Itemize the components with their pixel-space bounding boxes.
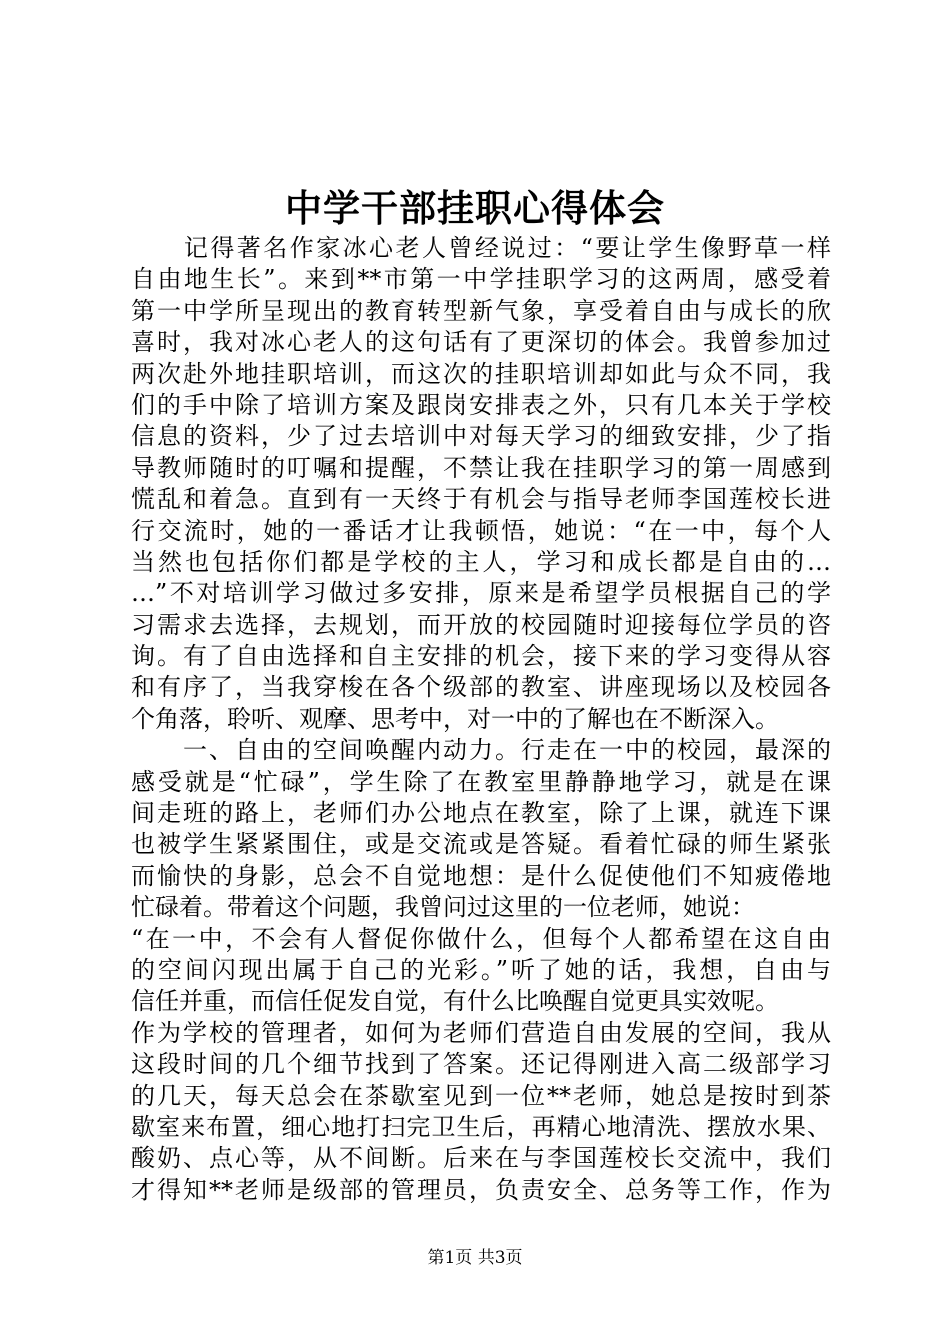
body-line: 两次赴外地挂职培训，而这次的挂职培训却如此与众不同，我 xyxy=(131,359,831,388)
body-line: 的几天，每天总会在茶歇室见到一位**老师，她总是按时到茶 xyxy=(131,1081,831,1110)
body-line: 而愉快的身影，总会不自觉地想：是什么促使他们不知疲倦地 xyxy=(131,861,831,890)
body-line: 酸奶、点心等，从不间断。后来在与李国莲校长交流中，我们 xyxy=(131,1144,831,1173)
body-line: 慌乱和着急。直到有一天终于有机会与指导老师李国莲校长进 xyxy=(131,485,831,514)
body-line: 个角落，聆听、观摩、思考中，对一中的了解也在不断深入。 xyxy=(131,704,779,733)
body-line: 信息的资料，少了过去培训中对每天学习的细致安排，少了指 xyxy=(131,422,831,451)
body-line: 信任并重，而信任促发自觉，有什么比唤醒自觉更具实效呢。 xyxy=(131,987,779,1016)
body-line: 习需求去选择，去规划，而开放的校园随时迎接每位学员的咨 xyxy=(131,610,831,639)
body-line: “在一中，不会有人督促你做什么，但每个人都希望在这自由 xyxy=(131,924,831,953)
body-line: 行交流时，她的一番话才让我顿悟，她说：“在一中，每个人 xyxy=(131,516,831,545)
body-line: 当然也包括你们都是学校的主人，学习和成长都是自由的… xyxy=(131,547,831,576)
body-line: 忙碌着。带着这个问题，我曾问过这里的一位老师，她说： xyxy=(131,893,755,922)
body-line: 喜时，我对冰心老人的这句话有了更深切的体会。我曾参加过 xyxy=(131,328,831,357)
page-footer: 第1页 共3页 xyxy=(427,1248,523,1268)
body-line: 们的手中除了培训方案及跟岗安排表之外，只有几本关于学校 xyxy=(131,390,831,419)
body-line: 的空间闪现出属于自己的光彩。”听了她的话，我想，自由与 xyxy=(131,955,831,984)
body-line: 第一中学所呈现出的教育转型新气象，享受着自由与成长的欣 xyxy=(131,296,831,325)
document-body xyxy=(131,233,831,1206)
body-line: 歇室来布置，细心地打扫完卫生后，再精心地清洗、摆放水果、 xyxy=(131,1112,831,1141)
body-line: 这段时间的几个细节找到了答案。还记得刚进入高二级部学习 xyxy=(131,1050,831,1079)
body-line: 间走班的路上，老师们办公地点在教室，除了上课，就连下课 xyxy=(131,799,831,828)
body-line: 记得著名作家冰心老人曾经说过：“要让学生像野草一样 xyxy=(131,234,831,262)
body-line: 询。有了自由选择和自主安排的机会，接下来的学习变得从容 xyxy=(131,642,831,671)
body-line: 和有序了，当我穿梭在各个级部的教室、讲座现场以及校园各 xyxy=(131,673,831,702)
body-line: …”不对培训学习做过多安排，原来是希望学员根据自己的学 xyxy=(131,579,831,608)
body-line: 感受就是“忙碌”，学生除了在教室里静静地学习，就是在课 xyxy=(131,767,831,796)
body-line: 一、自由的空间唤醒内动力。行走在一中的校园，最深的 xyxy=(131,736,831,765)
body-line: 才得知**老师是级部的管理员，负责安全、总务等工作，作为 xyxy=(131,1175,831,1204)
body-line: 作为学校的管理者，如何为老师们营造自由发展的空间，我从 xyxy=(131,1018,831,1047)
document-title: 中学干部挂职心得体会 xyxy=(285,186,665,230)
body-line: 导教师随时的叮嘱和提醒，不禁让我在挂职学习的第一周感到 xyxy=(131,453,831,482)
body-line: 也被学生紧紧围住，或是交流或是答疑。看着忙碌的师生紧张 xyxy=(131,830,831,859)
body-line: 自由地生长”。来到**市第一中学挂职学习的这两周，感受着 xyxy=(131,265,831,294)
